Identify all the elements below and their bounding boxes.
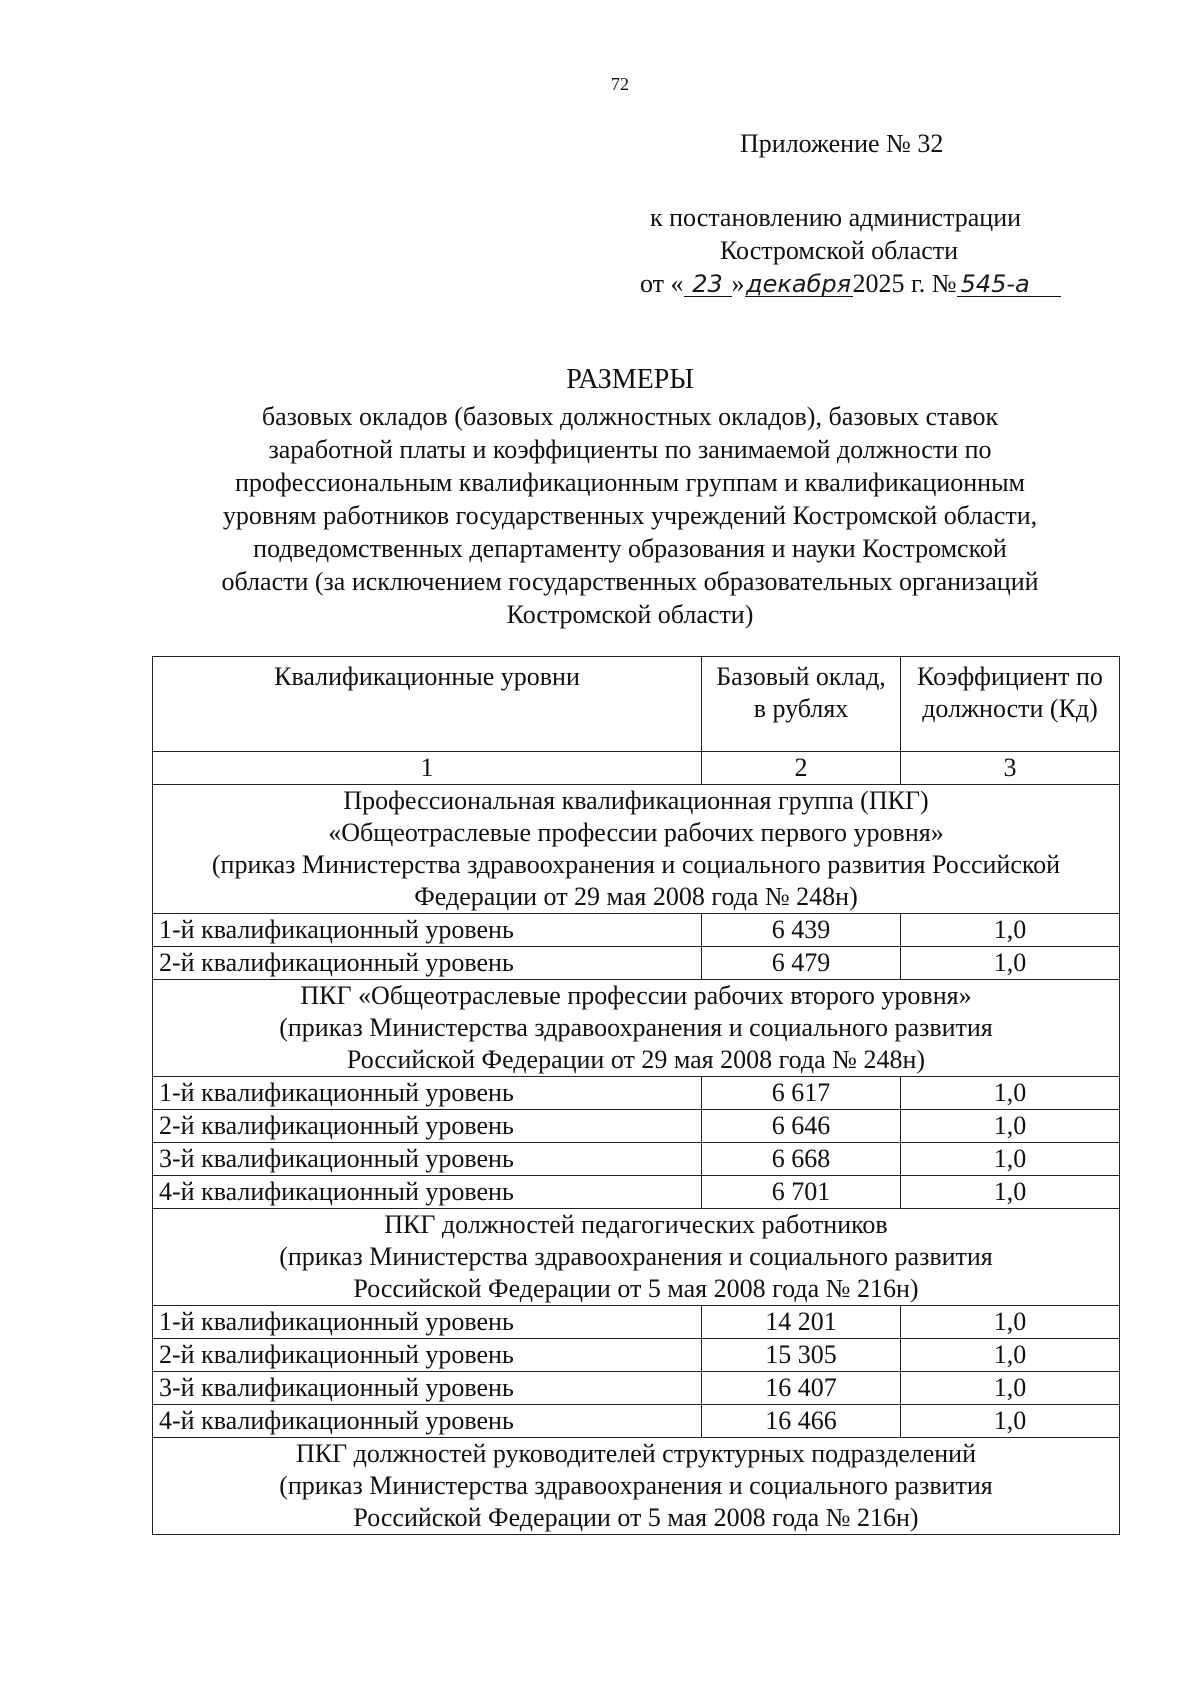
group-title-line: (приказ Министерства здравоохранения и социального развития Российской bbox=[211, 850, 1061, 879]
handwritten-day: 23 bbox=[684, 272, 732, 297]
subtitle-line: подведомственных департаменту образования и науки Костромской bbox=[253, 534, 1007, 563]
group-header-row bbox=[153, 1438, 1120, 1535]
coefficient-cell: 1,0 bbox=[901, 1306, 1120, 1339]
group-title-line: «Общеотраслевые профессии рабочих первого уровня» bbox=[328, 818, 944, 847]
level-cell: 2-й квалификационный уровень bbox=[153, 1110, 702, 1143]
page-number: 72 bbox=[611, 74, 629, 94]
table-row bbox=[153, 1405, 1120, 1438]
level-cell: 1-й квалификационный уровень bbox=[153, 1306, 702, 1339]
salary-cell: 6 668 bbox=[702, 1143, 901, 1176]
date-quote-close: » bbox=[731, 269, 745, 298]
header-coefficient: Коэффициент по должности (Кд) bbox=[901, 657, 1120, 752]
table-row bbox=[153, 1077, 1120, 1110]
table-row bbox=[153, 1143, 1120, 1176]
handwritten-month: декабря bbox=[746, 270, 852, 298]
coefficient-cell: 1,0 bbox=[901, 1339, 1120, 1372]
level-cell: 3-й квалификационный уровень bbox=[153, 1143, 702, 1176]
group-header-row bbox=[153, 1209, 1120, 1306]
level-cell: 4-й квалификационный уровень bbox=[153, 1176, 702, 1209]
handwritten-number: 545-а bbox=[957, 272, 1061, 297]
group-title bbox=[153, 980, 1120, 1077]
subtitle-line: области (за исключением государственных образовательных организаций bbox=[221, 567, 1039, 596]
coefficient-cell: 1,0 bbox=[901, 1143, 1120, 1176]
group-title-line: Профессиональная квалификационная группа (ПКГ) bbox=[343, 786, 929, 815]
group-title-line: ПКГ должностей руководителей структурных подразделений bbox=[295, 1439, 976, 1468]
salary-cell: 6 439 bbox=[702, 914, 901, 947]
subtitle-line: заработной платы и коэффициенты по занимаемой должности по bbox=[268, 435, 992, 464]
coefficient-cell: 1,0 bbox=[901, 914, 1120, 947]
table-body bbox=[153, 785, 1120, 1535]
document-subtitle bbox=[150, 400, 1110, 631]
column-number-row bbox=[153, 752, 1120, 785]
level-cell: 1-й квалификационный уровень bbox=[153, 914, 702, 947]
group-title-line: Российской Федерации от 29 мая 2008 года № 248н) bbox=[346, 1045, 926, 1074]
appendix-region-line: Костромской области bbox=[720, 236, 959, 265]
table-row bbox=[153, 947, 1120, 980]
column-number: 3 bbox=[901, 752, 1120, 785]
group-title bbox=[153, 1438, 1120, 1535]
appendix-resolution-line: к постановлению администрации bbox=[650, 203, 1022, 232]
table-row bbox=[153, 1176, 1120, 1209]
table-header-row bbox=[153, 657, 1120, 752]
salary-cell: 14 201 bbox=[702, 1306, 901, 1339]
header-levels: Квалификационные уровни bbox=[153, 657, 702, 752]
salary-cell: 16 407 bbox=[702, 1372, 901, 1405]
salary-cell: 6 479 bbox=[702, 947, 901, 980]
table-row bbox=[153, 1110, 1120, 1143]
level-cell: 1-й квалификационный уровень bbox=[153, 1077, 702, 1110]
group-header-row bbox=[153, 980, 1120, 1077]
group-header-row bbox=[153, 785, 1120, 914]
header-base-salary: Базовый оклад, в рублях bbox=[702, 657, 901, 752]
group-title-line: (приказ Министерства здравоохранения и социального развития bbox=[279, 1471, 993, 1500]
group-title-line: (приказ Министерства здравоохранения и социального развития bbox=[279, 1242, 993, 1271]
group-title-line: Российской Федерации от 5 мая 2008 года № 216н) bbox=[353, 1274, 919, 1303]
subtitle-line: Костромской области) bbox=[506, 600, 754, 629]
subtitle-line: профессиональным квалификационным группам и квалификационным bbox=[234, 468, 1026, 497]
coefficient-cell: 1,0 bbox=[901, 947, 1120, 980]
salary-cell: 15 305 bbox=[702, 1339, 901, 1372]
coefficient-cell: 1,0 bbox=[901, 1405, 1120, 1438]
group-title-line: Российской Федерации от 5 мая 2008 года № 216н) bbox=[353, 1503, 919, 1532]
group-title-line: ПКГ должностей педагогических работников bbox=[384, 1210, 888, 1239]
table-row bbox=[153, 1339, 1120, 1372]
appendix-title: Приложение № 32 bbox=[740, 129, 944, 158]
group-title-line: ПКГ «Общеотраслевые профессии рабочих второго уровня» bbox=[300, 981, 972, 1010]
salary-cell: 6 617 bbox=[702, 1077, 901, 1110]
level-cell: 2-й квалификационный уровень bbox=[153, 1339, 702, 1372]
coefficient-cell: 1,0 bbox=[901, 1110, 1120, 1143]
column-number: 2 bbox=[702, 752, 901, 785]
level-cell: 4-й квалификационный уровень bbox=[153, 1405, 702, 1438]
group-title bbox=[153, 1209, 1120, 1306]
table-row bbox=[153, 914, 1120, 947]
appendix-date-line bbox=[640, 268, 1061, 300]
coefficient-cell: 1,0 bbox=[901, 1372, 1120, 1405]
group-title bbox=[153, 785, 1120, 914]
level-cell: 3-й квалификационный уровень bbox=[153, 1372, 702, 1405]
salary-cell: 6 701 bbox=[702, 1176, 901, 1209]
coefficient-cell: 1,0 bbox=[901, 1176, 1120, 1209]
date-prefix: от « bbox=[640, 269, 684, 298]
salary-table bbox=[152, 656, 1120, 1535]
group-title-line: (приказ Министерства здравоохранения и социального развития bbox=[279, 1013, 993, 1042]
document-title: РАЗМЕРЫ bbox=[566, 364, 694, 395]
coefficient-cell: 1,0 bbox=[901, 1077, 1120, 1110]
subtitle-line: базовых окладов (базовых должностных окладов), базовых ставок bbox=[261, 402, 999, 431]
group-title-line: Федерации от 29 мая 2008 года № 248н) bbox=[414, 882, 858, 911]
table-row bbox=[153, 1306, 1120, 1339]
subtitle-line: уровням работников государственных учреждений Костромской области, bbox=[222, 501, 1038, 530]
date-year: 2025 г. № bbox=[852, 269, 957, 298]
column-number: 1 bbox=[153, 752, 702, 785]
salary-cell: 16 466 bbox=[702, 1405, 901, 1438]
table-row bbox=[153, 1372, 1120, 1405]
salary-cell: 6 646 bbox=[702, 1110, 901, 1143]
level-cell: 2-й квалификационный уровень bbox=[153, 947, 702, 980]
